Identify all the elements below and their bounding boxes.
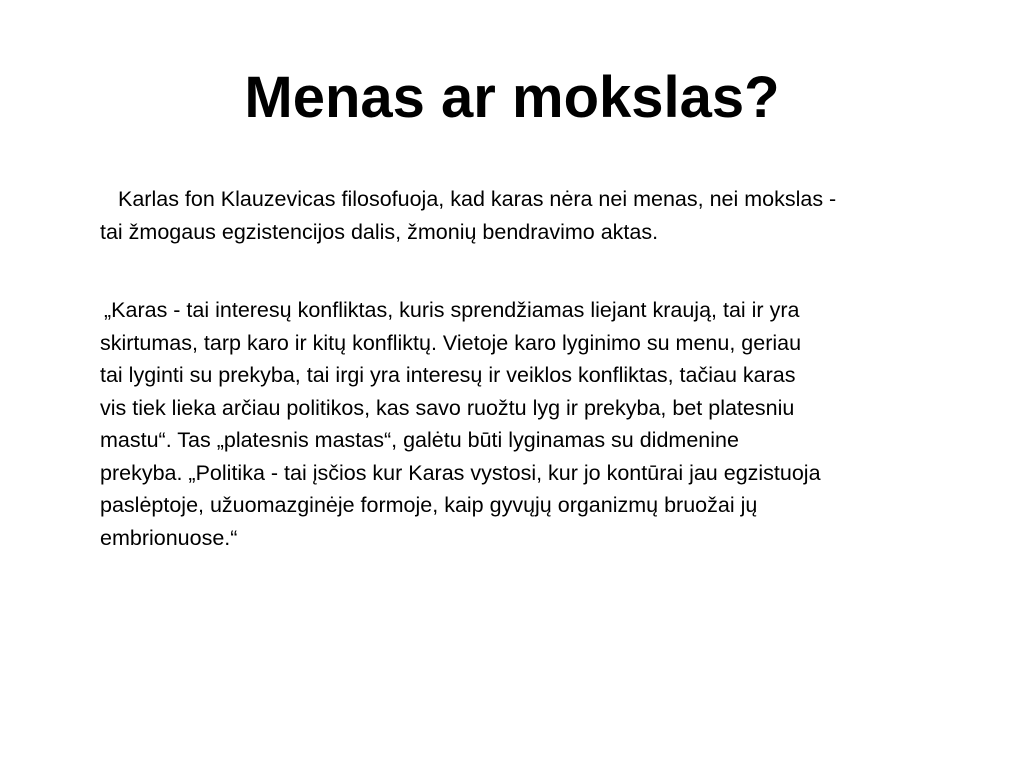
text-line: prekyba. „Politika - tai įsčios kur Karas vystosi, kur jo kontūrai jau egzistuoja (100, 460, 821, 485)
paragraph-quote (100, 294, 972, 554)
slide-title: Menas ar mokslas? (244, 65, 780, 130)
text-line: embrionuose.“ (100, 525, 238, 550)
text-line: tai žmogaus egzistencijos dalis, žmonių bendravimo aktas. (100, 219, 659, 244)
paragraph-clausewitz-intro (100, 183, 972, 248)
text-line: mastu“. Tas „platesnis mastas“, galėtu būti lyginamas su didmenine (100, 428, 739, 452)
text-line: skirtumas, tarp karo ir kitų konfliktų. Vietoje karo lyginimo su menu, geriau (100, 330, 802, 355)
text-line: tai lyginti su prekyba, tai irgi yra interesų ir veiklos konfliktas, tačiau karas (100, 363, 796, 387)
text-line: vis tiek lieka arčiau politikos, kas savo ruožtu lyg ir prekyba, bet platesniu (100, 395, 795, 420)
slide-body (100, 183, 972, 554)
text-line: Karlas fon Klauzevicas filosofuoja, kad karas nėra nei menas, nei mokslas - (118, 187, 837, 211)
text-line: „Karas - tai interesų konfliktas, kuris sprendžiamas liejant kraują, tai ir yra (104, 298, 800, 322)
text-line: paslėptoje, užuomazginėje formoje, kaip gyvųjų organizmų bruožai jų (100, 493, 758, 517)
